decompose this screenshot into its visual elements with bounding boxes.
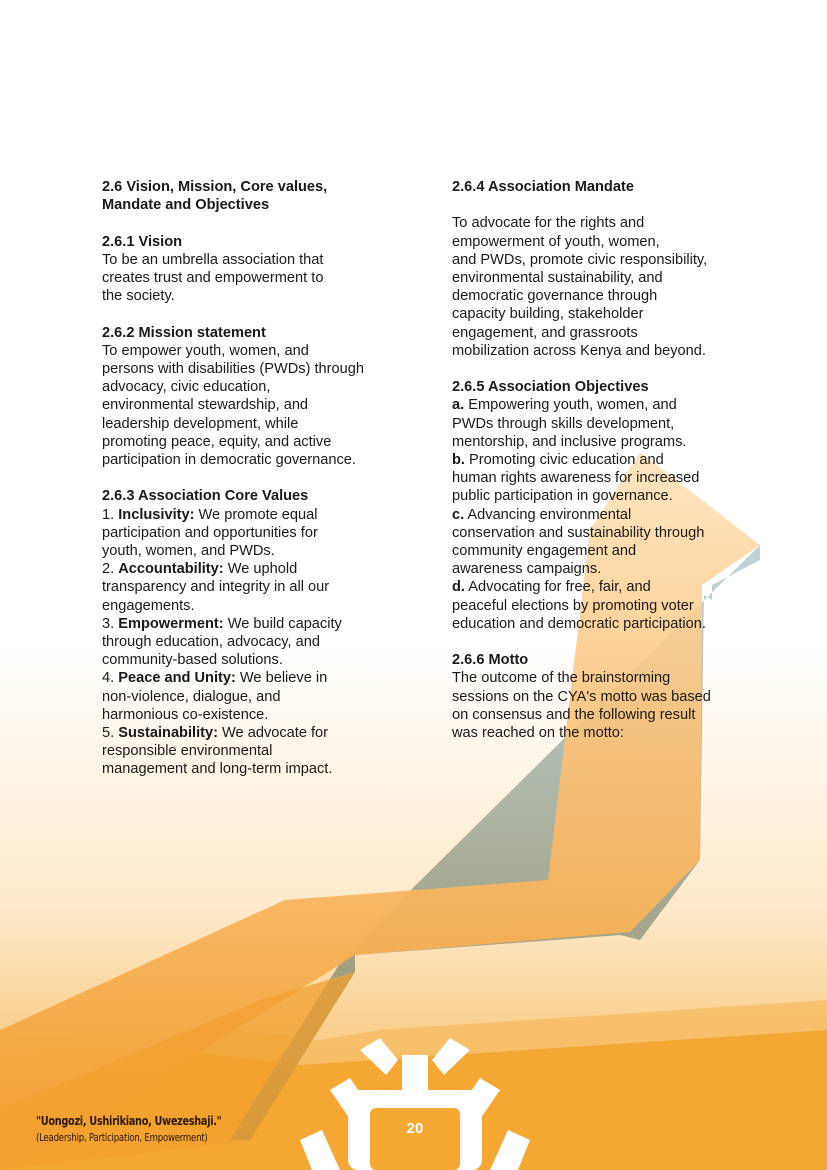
mission-text: To empower youth, women, and persons with disabilities (PWDs) through advocacy, civic education, environmental stewardship, and leadership development, while promoting peace, equity, and active participation in democratic governance. — [102, 342, 364, 469]
objective-item-c: c. Advancing environmental conservation and sustainability through community engagement and awareness campaigns. — [452, 506, 705, 578]
mission-block — [102, 324, 422, 470]
vision-text: To be an umbrella association that creates trust and empowerment to the society. — [102, 251, 324, 305]
vision-title: 2.6.1 Vision — [102, 233, 183, 250]
mandate-block — [452, 178, 782, 360]
objectives-title: 2.6.5 Association Objectives — [452, 379, 649, 396]
core-value-item: 5. Sustainability: We advocate for responsible environmental management and long-term impact. — [102, 725, 333, 778]
objective-item-b: b. Promoting civic education and human rights awareness for increased public participation in governance. — [452, 452, 700, 505]
page-number: 20 — [406, 1120, 424, 1137]
motto-block — [452, 651, 782, 742]
core-value-item: 4. Peace and Unity: We believe in non-violence, dialogue, and harmonious co-existence. — [102, 670, 328, 723]
motto-text: The outcome of the brainstorming sessions on the CYA's motto was based on consensus and the following result was reached on the motto: — [452, 670, 711, 742]
footer-motto — [36, 1113, 274, 1144]
objective-item-d: d. Advocating for free, fair, and peaceful elections by promoting voter education and democratic participation. — [452, 579, 706, 632]
core-value-item: 3. Empowerment: We build capacity through education, advocacy, and community-based solutions. — [102, 615, 342, 669]
mission-title: 2.6.2 Mission statement — [102, 324, 266, 341]
objective-item-a: a. Empowering youth, women, and PWDs through skills development, mentorship, and inclusive programs. — [452, 397, 687, 450]
right-column — [452, 178, 782, 742]
core-values-title: 2.6.3 Association Core Values — [102, 488, 309, 505]
section-heading: 2.6 Vision, Mission, Core values, Mandate and Objectives — [102, 179, 328, 214]
footer-motto-swahili: "Uongozi, Ushirikiano, Uwezeshaji." — [36, 1113, 222, 1128]
footer-motto-translation: (Leadership, Participation, Empowerment) — [36, 1131, 208, 1144]
vision-block — [102, 233, 422, 306]
mandate-title: 2.6.4 Association Mandate — [452, 179, 634, 195]
mandate-text: To advocate for the rights and empowerment of youth, women, and PWDs, promote civic responsibility, environmental sustainability, and democratic governance through capacity building, stakeholder engagement, and grassroots mobilization across Kenya and beyond. — [452, 215, 708, 359]
objectives-block — [452, 378, 782, 633]
motto-title: 2.6.6 Motto — [452, 652, 529, 669]
core-value-item: 1. Inclusivity: We promote equal participation and opportunities for youth, women, and PWDs. — [102, 506, 318, 560]
core-value-item: 2. Accountability: We uphold transparency and integrity in all our engagements. — [102, 561, 330, 614]
left-column — [102, 178, 422, 779]
core-values-block — [102, 487, 422, 778]
